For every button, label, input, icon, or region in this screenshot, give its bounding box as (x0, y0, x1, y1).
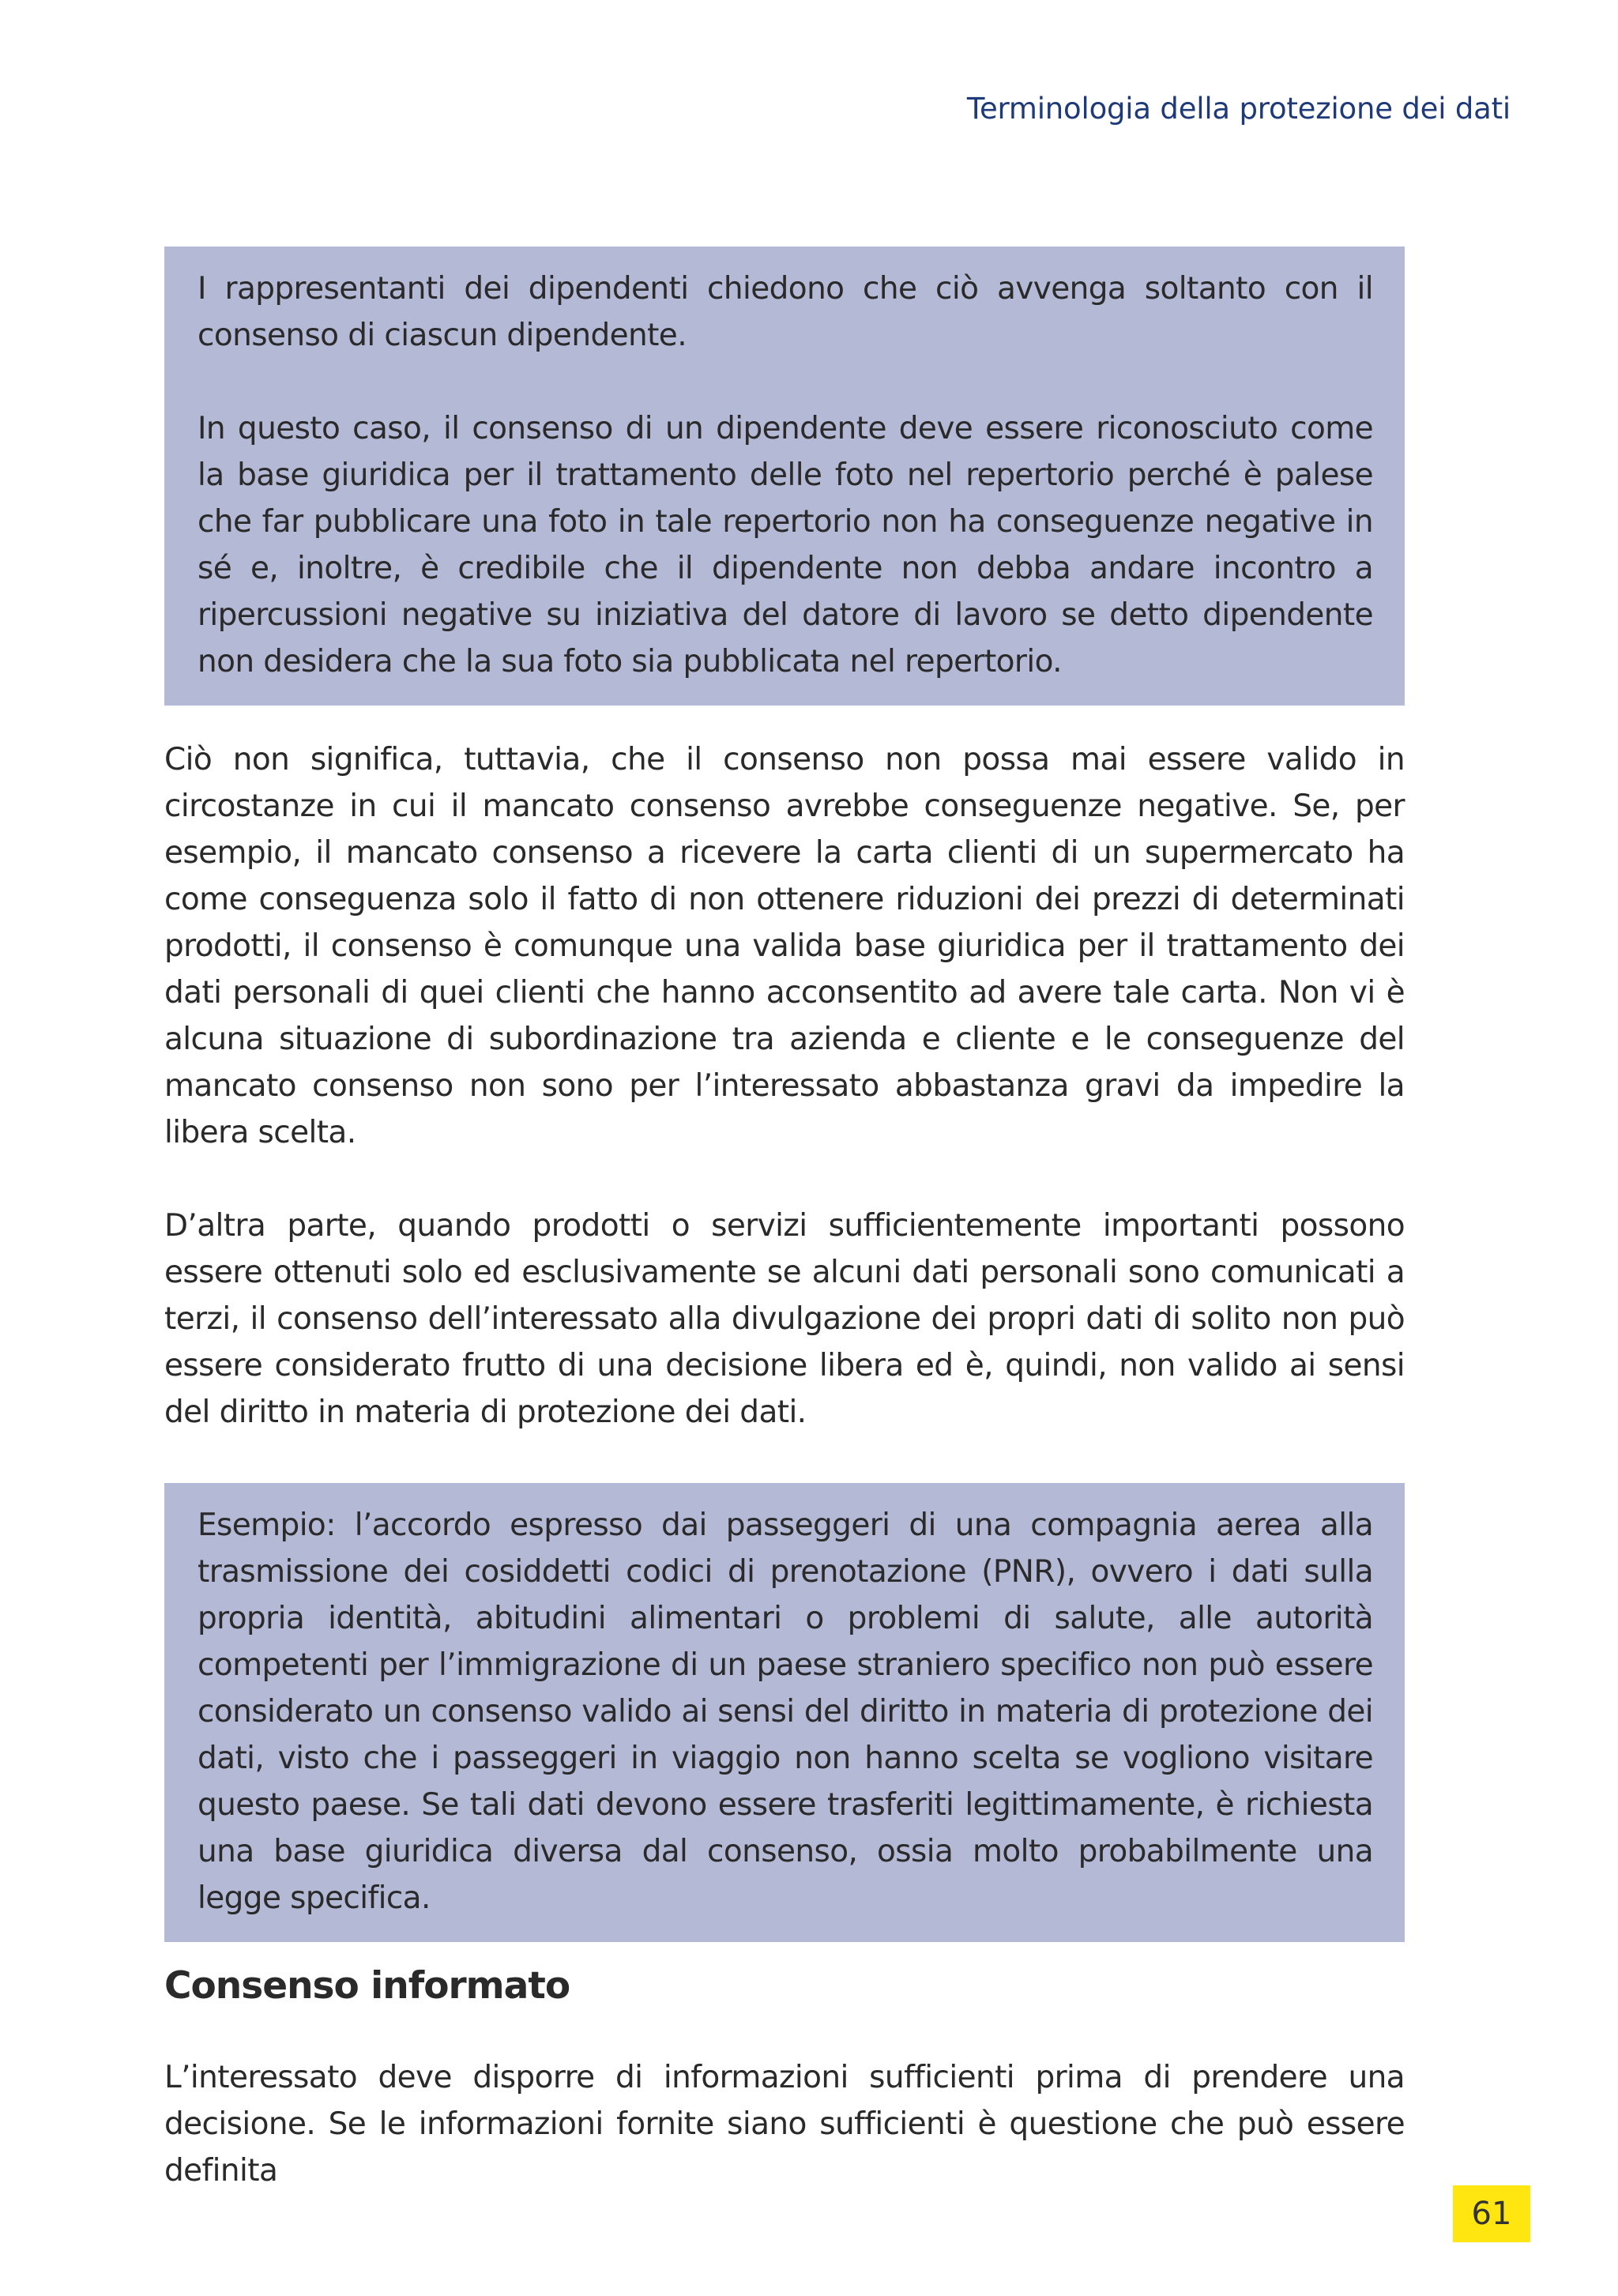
page-number-badge: 61 (1453, 2185, 1530, 2242)
body-paragraph: L’interessato deve disporre di informazioni sufficienti prima di prendere una decisione. Se le informazioni fornite siano sufficienti è questione che può essere definita (164, 2060, 1405, 2189)
page-content (164, 247, 1405, 2194)
box-paragraph: In questo caso, il consenso di un dipendente deve essere riconosciuto come la base giuridica per il trattamento delle foto nel repertorio perché è palese che far pubblicare una foto in tale repertorio non ha conseguenze negative in sé e, inoltre, è credibile che il dipendente non debba andare incontro a ripercussioni negative su iniziativa del datore di lavoro se detto dipendente non desidera che la sua foto sia pubblicata nel repertorio. (198, 411, 1373, 679)
running-header-title: Terminologia della protezione dei dati (966, 92, 1511, 126)
body-paragraph: D’altra parte, quando prodotti o servizi sufficientemente importanti possono essere ottenuti solo ed esclusivamente se alcuni dati personali sono comunicati a terzi, il consenso dell’interessato alla divulgazione dei propri dati di solito non può essere considerato frutto di una decisione libera ed è, quindi, non valido ai sensi del diritto in materia di protezione dei dati. (164, 1208, 1405, 1430)
body-paragraph: Ciò non significa, tuttavia, che il consenso non possa mai essere valido in circostanze in cui il mancato consenso avrebbe conseguenze negative. Se, per esempio, il mancato consenso a ricevere la carta clienti di un supermercato ha come conseguenza solo il fatto di non ottenere riduzioni dei prezzi di determinati prodotti, il consenso è comunque una valida base giuridica per il trattamento dei dati personali di quei clienti che hanno acconsentito ad avere tale carta. Non vi è alcuna situazione di subordinazione tra azienda e cliente e le conseguenze del mancato consenso non sono per l’interessato abbastanza gravi da impedire la libera scelta. (164, 742, 1405, 1150)
section-heading: Consenso informato (164, 1964, 570, 2008)
box-paragraph: I rappresentanti dei dipendenti chiedono che ciò avvenga soltanto con il consenso di ciascun dipendente. (198, 271, 1373, 353)
example-box-employee-photos (164, 247, 1405, 706)
box-paragraph: Esempio: l’accordo espresso dai passeggeri di una compagnia aerea alla trasmissione dei cosiddetti codici di prenotazione (PNR), ovvero i dati sulla propria identità, abitudini alimentari o problemi di salute, alle autorità competenti per l’immigrazione di un paese straniero specifico non può essere considerato un consenso valido ai sensi del diritto in materia di protezione dei dati, visto che i passeggeri in viaggio non hanno scelta se vogliono visitare questo paese. Se tali dati devono essere trasferiti legittimamente, è richiesta una base giuridica diversa dal consenso, ossia molto probabilmente una legge specifica. (198, 1507, 1373, 1916)
example-box-pnr (164, 1483, 1405, 1942)
